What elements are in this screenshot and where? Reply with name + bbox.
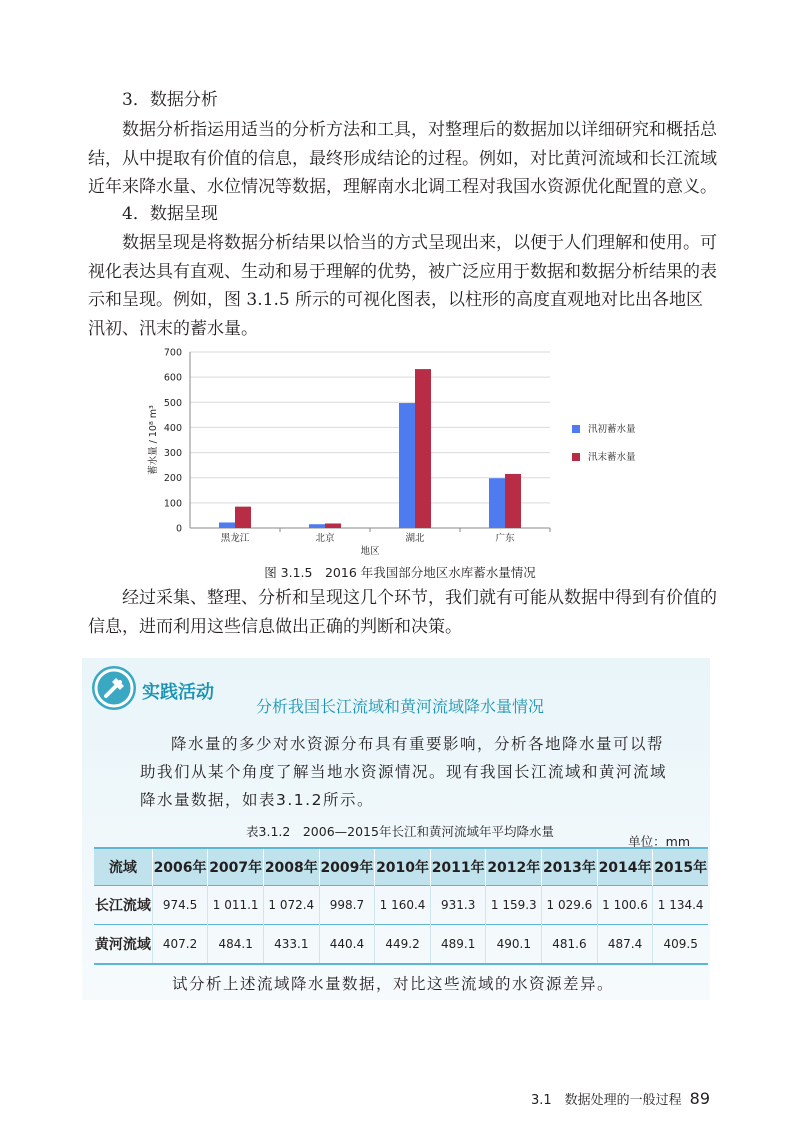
table-header-cell: 2010年 xyxy=(375,848,431,886)
page-footer xyxy=(531,1089,710,1108)
x-tick-label: 湖北 xyxy=(405,533,425,544)
paragraph-data-presentation: 数据呈现是将数据分析结果以恰当的方式呈现出来，以便于人们理解和使用。可视化表达具有直观、生动和易于理解的优势，被广泛应用于数据和数据分析结果的表示和呈现。例如，图 3.1.5 所示的可视化图表，以柱形的高度直观地对比出各地区汛初、汛末的蓄水量。 xyxy=(88,233,717,339)
activity-title: 分析我国长江流域和黄河流域降水量情况 xyxy=(255,697,544,716)
table-cell: 1 134.4 xyxy=(653,886,708,925)
table-header-cell: 流域 xyxy=(108,860,137,876)
table-cell: 1 072.4 xyxy=(263,886,319,925)
bar-final-0 xyxy=(235,507,251,528)
table-row-yangtze xyxy=(94,886,708,925)
table-cell: 407.2 xyxy=(152,925,208,965)
table-header-cell: 2013年 xyxy=(542,848,598,886)
legend-swatch xyxy=(572,453,580,461)
table-cell: 409.5 xyxy=(653,925,708,965)
paragraph-data-analysis: 数据分析指运用适当的分析方法和工具，对整理后的数据加以详细研究和概括总结，从中提取有价值的信息，最终形成结论的过程。例如，对比黄河流域和长江流域近年来降水量、水位情况等数据，理解南水北调工程对我国水资源优化配置的意义。 xyxy=(88,120,717,197)
y-tick-label: 0 xyxy=(175,523,182,535)
chart-caption: 图 3.1.5 2016 年我国部分地区水库蓄水量情况 xyxy=(264,565,536,580)
table-row-label: 黄河流域 xyxy=(94,937,151,953)
legend-swatch xyxy=(572,425,580,433)
table-header-cell: 2007年 xyxy=(208,848,264,886)
table-cell: 998.7 xyxy=(319,886,375,925)
x-tick-label: 北京 xyxy=(315,533,335,544)
table-cell: 449.2 xyxy=(375,925,431,965)
activity-task: 试分析上述流域降水量数据，对比这些流域的水资源差异。 xyxy=(172,975,615,993)
legend-label: 汛初蓄水量 xyxy=(588,424,636,435)
activity-label: 实践活动 xyxy=(142,682,214,703)
table-header-cell: 2014年 xyxy=(597,848,653,886)
table-cell: 1 011.1 xyxy=(208,886,264,925)
table-cell: 974.5 xyxy=(152,886,208,925)
legend-label: 汛末蓄水量 xyxy=(588,452,636,463)
bar-final-3 xyxy=(505,474,521,528)
table-cell: 1 029.6 xyxy=(542,886,598,925)
table-cell: 1 100.6 xyxy=(597,886,653,925)
table-unit: 单位：mm xyxy=(628,834,690,849)
footer-section-title: 3.1 数据处理的一般过程 xyxy=(530,1093,682,1108)
bar-initial-3 xyxy=(489,478,505,528)
table-cell: 489.1 xyxy=(430,925,486,965)
table-header-row xyxy=(94,848,708,886)
table-row-yellow-river xyxy=(94,925,708,965)
precipitation-table xyxy=(94,847,708,965)
x-axis-title: 地区 xyxy=(360,546,380,555)
bar-final-2 xyxy=(415,369,431,528)
reservoir-storage-chart xyxy=(140,340,680,555)
table-cell: 487.4 xyxy=(597,925,653,965)
chart-svg xyxy=(140,340,680,555)
x-tick-label: 黑龙江 xyxy=(220,533,250,544)
activity-intro: 降水量的多少对水资源分布具有重要影响，分析各地降水量可以帮助我们从某个角度了解当地水资源情况。现有我国长江流域和黄河流域降水量数据，如表3.1.2所示。 xyxy=(140,735,668,809)
table-cell: 440.4 xyxy=(319,925,375,965)
section-heading-data-analysis: 3．数据分析 xyxy=(122,90,218,110)
table-cell: 484.1 xyxy=(208,925,264,965)
y-tick-label: 100 xyxy=(163,498,182,510)
bar-initial-2 xyxy=(399,403,415,528)
table-cell: 931.3 xyxy=(430,886,486,925)
table-header-cell: 2006年 xyxy=(152,848,208,886)
x-tick-label: 广东 xyxy=(495,533,515,544)
table-header-cell: 2008年 xyxy=(263,848,319,886)
table-header-cell: 2009年 xyxy=(319,848,375,886)
page-number: 89 xyxy=(689,1089,710,1108)
y-tick-label: 600 xyxy=(163,372,182,384)
table-header-cell: 2015年 xyxy=(653,848,708,886)
y-tick-label: 500 xyxy=(163,397,182,409)
table-row-label: 长江流域 xyxy=(94,898,151,914)
bar-initial-0 xyxy=(219,522,235,528)
paragraph-conclusion: 经过采集、整理、分析和呈现这几个环节，我们就有可能从数据中得到有价值的信息，进而利用这些信息做出正确的判断和决策。 xyxy=(88,588,717,637)
table-header-cell: 2011年 xyxy=(430,848,486,886)
table-cell: 1 160.4 xyxy=(375,886,431,925)
y-tick-label: 400 xyxy=(163,422,182,434)
y-tick-label: 200 xyxy=(163,473,182,485)
bar-final-1 xyxy=(325,523,341,528)
y-tick-label: 300 xyxy=(163,448,182,460)
section-heading-data-presentation: 4．数据呈现 xyxy=(122,204,218,224)
table-cell: 490.1 xyxy=(486,925,542,965)
table-cell: 481.6 xyxy=(542,925,598,965)
table-header-cell: 2012年 xyxy=(486,848,542,886)
y-axis-title: 蓄水量 / 10⁸ m³ xyxy=(148,405,159,475)
table-cell: 433.1 xyxy=(263,925,319,965)
table-caption: 表3.1.2 2006—2015年长江和黄河流域年平均降水量 xyxy=(246,824,554,839)
y-tick-label: 700 xyxy=(163,347,182,359)
bar-initial-1 xyxy=(309,524,325,528)
table-cell: 1 159.3 xyxy=(486,886,542,925)
